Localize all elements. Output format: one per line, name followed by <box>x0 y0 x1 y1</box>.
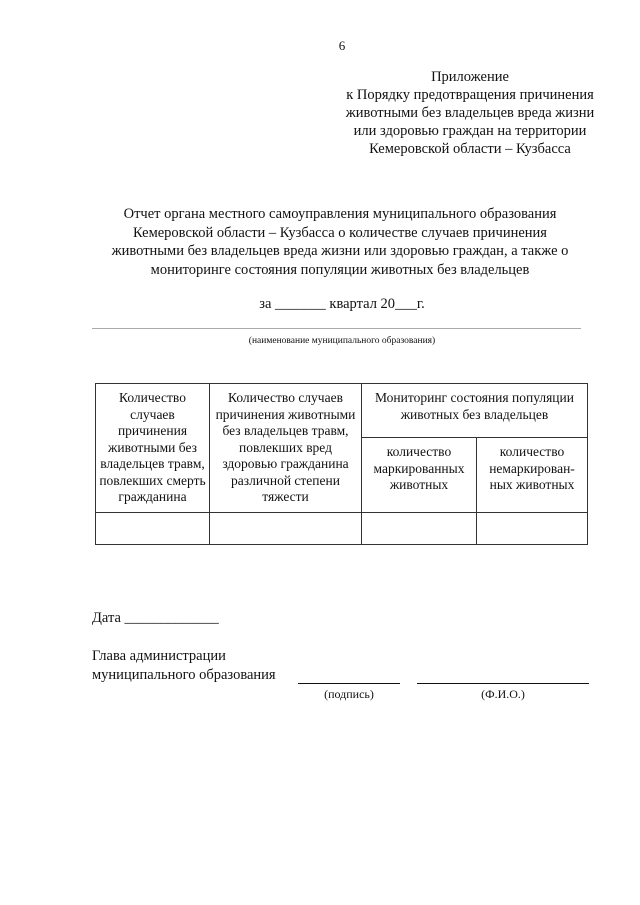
period-quarter-label: квартал 20 <box>329 296 396 312</box>
appendix-line: Кемеровской области – Кузбасса <box>369 141 571 157</box>
year-blank: ___ <box>395 296 417 312</box>
reporting-period <box>0 296 640 313</box>
fio-line <box>417 683 589 684</box>
head-title-line1: Глава администрации <box>92 648 226 664</box>
header-population-monitoring: Мониторинг состояния популяции животных без владельцев <box>362 384 588 438</box>
appendix-line: Приложение <box>431 69 509 85</box>
title-line: Отчет органа местного самоуправления муниципального образования <box>123 206 557 222</box>
title-line: Кемеровской области – Кузбасса о количестве случаев причинения <box>133 224 547 241</box>
period-suffix: г. <box>416 296 425 312</box>
municipality-caption: (наименование муниципального образования) <box>248 336 436 346</box>
date-field <box>92 610 219 627</box>
quarter-blank: _______ <box>275 296 326 312</box>
unmarked-animals-cell[interactable] <box>477 512 588 544</box>
municipality-name-line <box>92 328 581 329</box>
appendix-line: животными без владельцев вреда жизни <box>345 105 595 121</box>
signature-line <box>298 683 400 684</box>
appendix-header <box>320 68 620 158</box>
header-deaths-count: Количество случаев причинения животными без владельцев травм, повлекших смерть гражданина <box>96 384 210 513</box>
title-line: животными без владельцев вреда жизни или здоровью граждан, а также о <box>111 243 569 259</box>
page-number: 6 <box>338 38 346 53</box>
header-unmarked-animals: количество немаркирован-ных животных <box>477 438 588 512</box>
report-title <box>80 205 600 279</box>
table-row <box>96 512 588 544</box>
head-title-line2: муниципального образования <box>92 667 276 683</box>
period-prefix: за <box>259 296 272 312</box>
date-label: Дата <box>92 610 121 626</box>
header-injuries-count: Количество случаев причинения животными без владельцев травм, повлекших вред здоровью гражданина различной степени тяжести <box>210 384 362 513</box>
appendix-line: или здоровью граждан на территории <box>353 123 587 139</box>
injuries-count-cell[interactable] <box>210 512 362 544</box>
report-table <box>95 383 588 545</box>
appendix-line: к Порядку предотвращения причинения <box>346 87 594 103</box>
deaths-count-cell[interactable] <box>96 512 210 544</box>
fio-caption: (Ф.И.О.) <box>481 687 525 701</box>
signature-caption: (подпись) <box>324 687 374 701</box>
title-line: мониторинге состояния популяции животных без владельцев <box>150 261 530 278</box>
marked-animals-cell[interactable] <box>362 512 477 544</box>
header-marked-animals: количество маркированных животных <box>362 438 477 512</box>
date-blank: _____________ <box>124 610 219 626</box>
